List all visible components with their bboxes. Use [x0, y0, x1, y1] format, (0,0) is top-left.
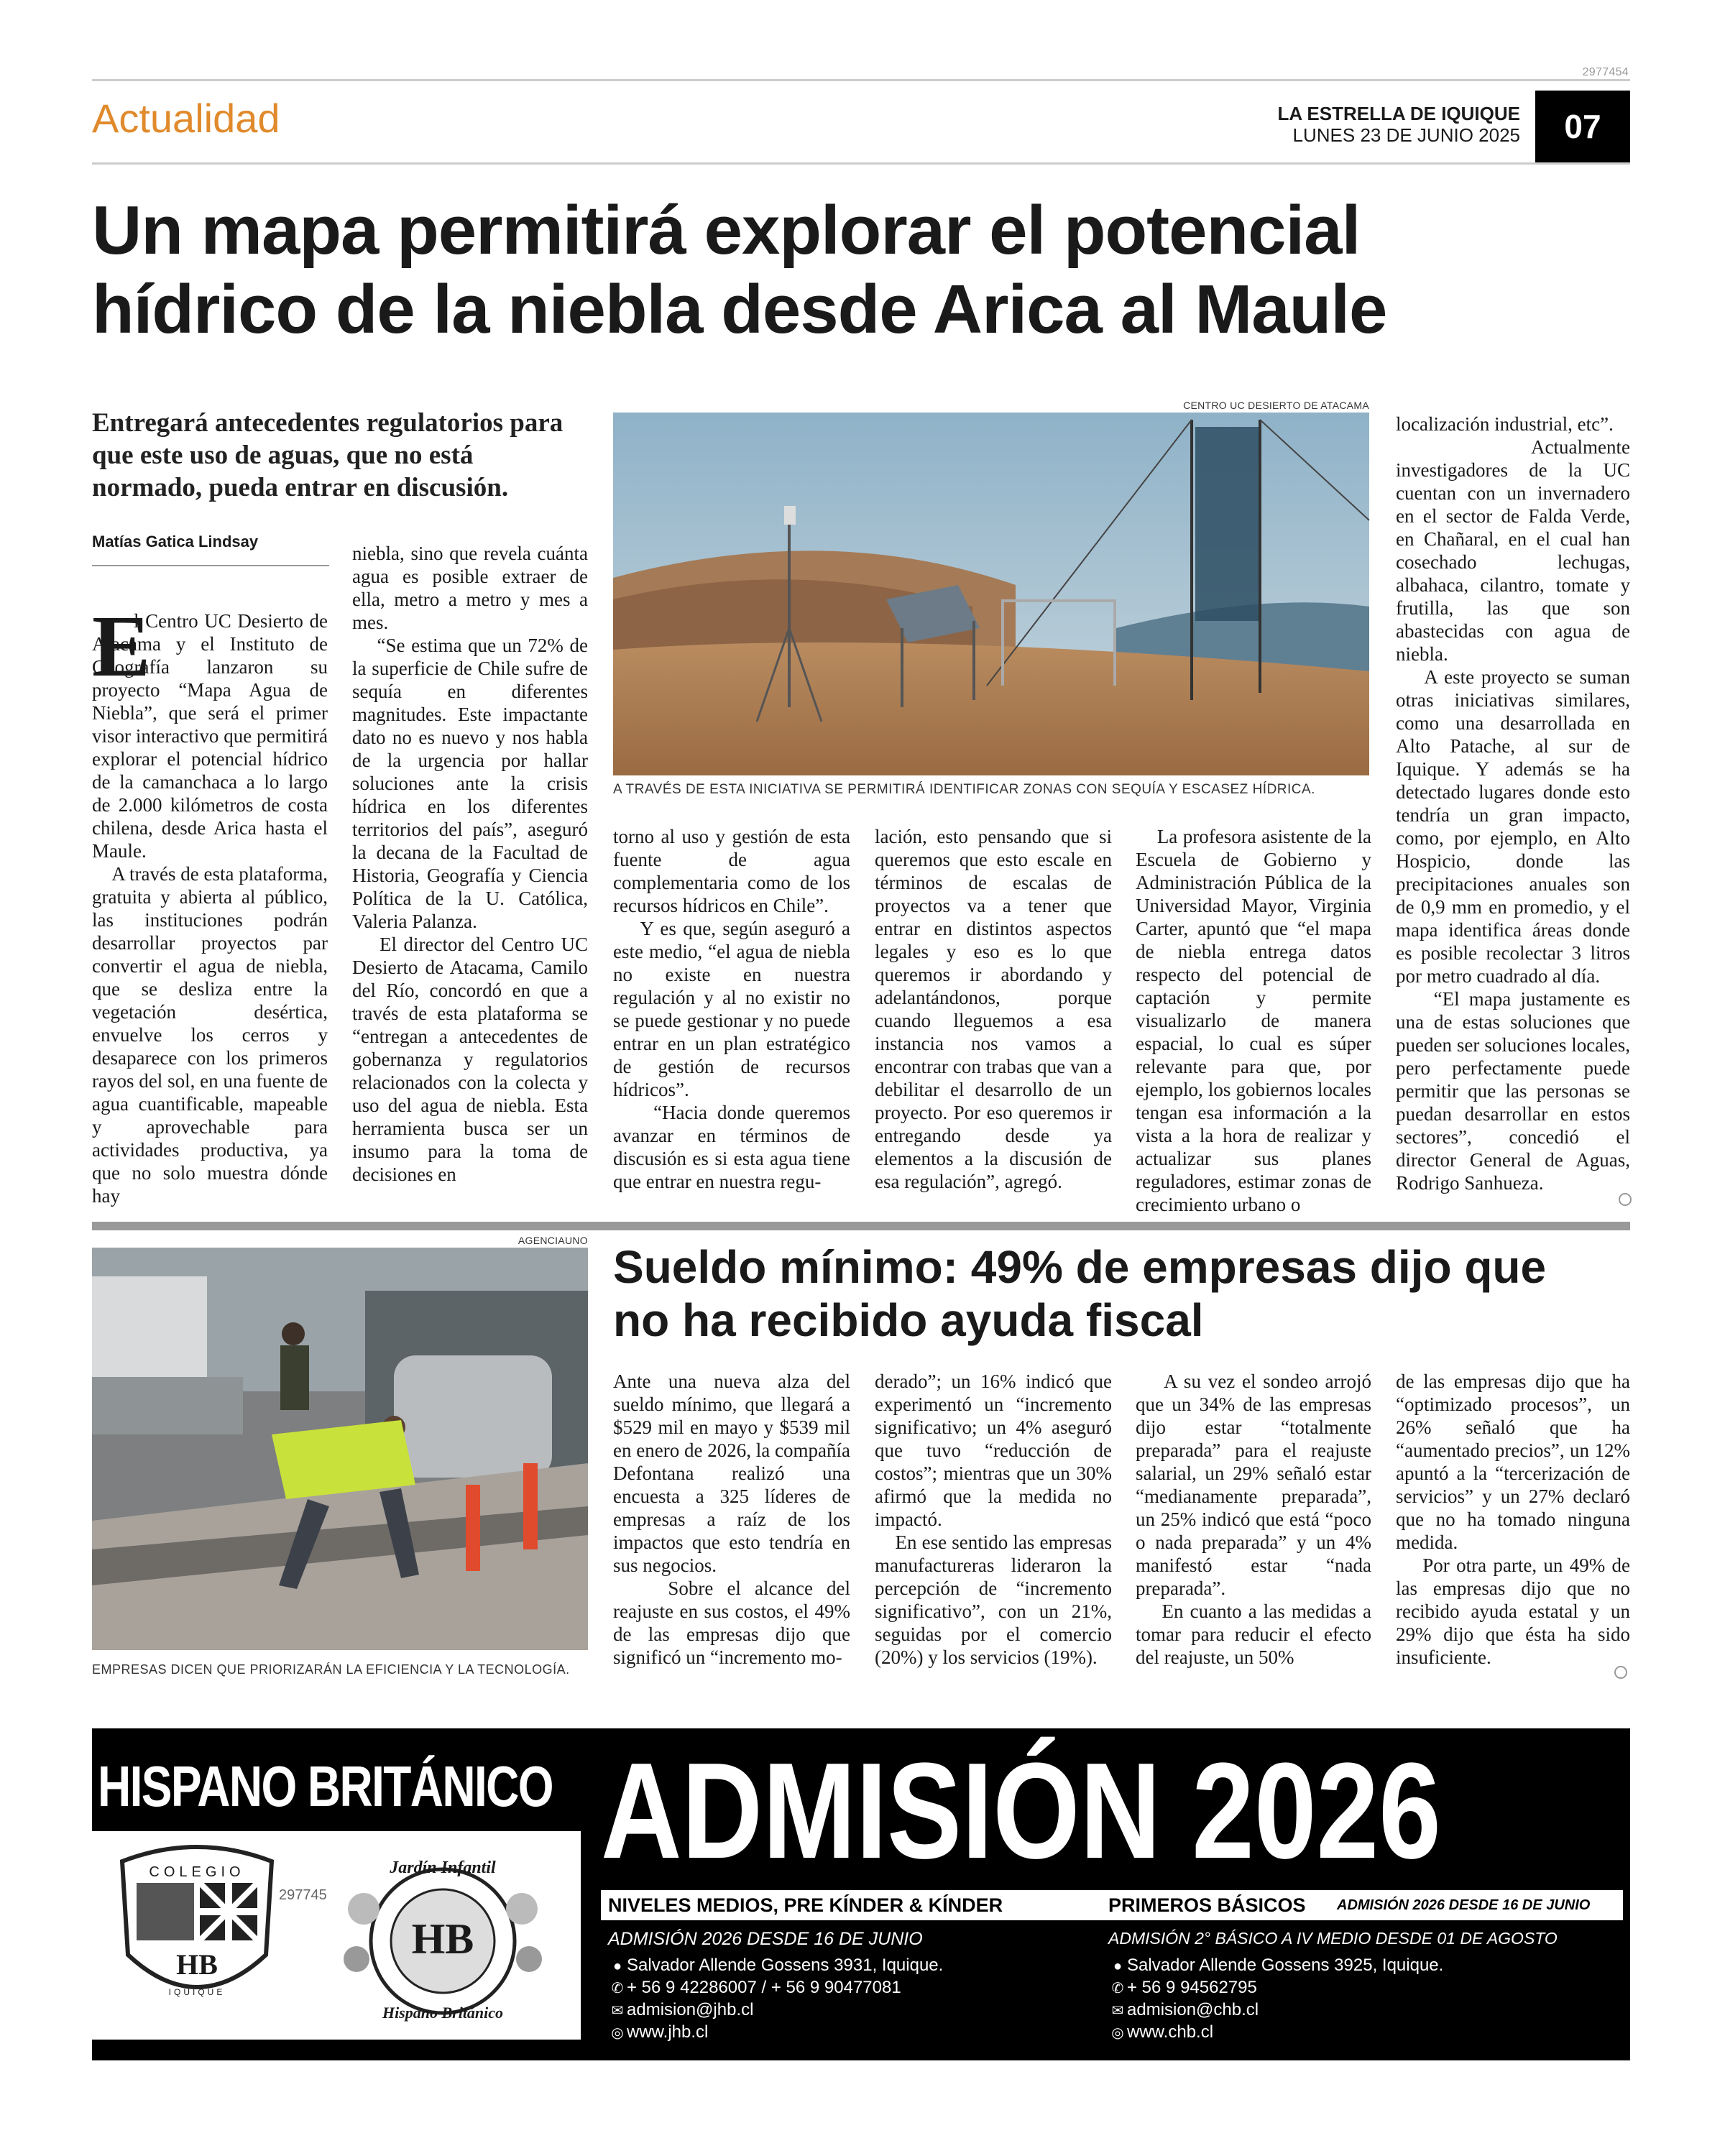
article1-author: Matías Gatica Lindsay [92, 533, 259, 550]
ad-right-subheading: ADMISIÓN 2° BÁSICO A IV MEDIO DESDE 01 DE AGOSTO [1108, 1929, 1558, 1948]
photo1-caption: A TRAVÉS DE ESTA INICIATIVA SE PERMITIRÁ IDENTIFICAR ZONAS CON SEQUÍA Y ESCASEZ HÍDRICA. [613, 782, 1315, 797]
construction-worker-photo [92, 1248, 588, 1650]
photo2-credit: AGENCIAUNO [518, 1235, 588, 1246]
ad-right-address-row [1108, 1955, 1443, 1977]
ad-right-email[interactable]: admision@chb.cl [1127, 2000, 1259, 2019]
article1-column-4: lación, esto pensando que si queremos que esto escale en términos de escalas de proyectos va a tener que entrar en distintos aspectos legales y eso es lo que queremos ir abordando y adelantándonos, porque cuando lleguemos a esa instancia nos vamos a encontrar con trabas que van a debilitar el desarrollo de un proyecto. Por eso queremos ir entregando desde ya elementos a la discusión de esa regulación”, agregó. [875, 826, 1117, 1192]
newspaper-name: LA ESTRELLA DE IQUIQUE [1277, 103, 1520, 124]
ad-left-phone: + 56 9 42286007 / + 56 9 90477081 [627, 1978, 901, 1997]
section-label: Actualidad [92, 96, 280, 141]
article2-column-4: de las empresas dijo que ha “optimizado procesos”, un 26% señaló que ha “aumentado precios”, un 12% apuntó a la “tercerización de servicios” y un 27% declaró que no ha tomado ninguna medida. Por otra parte, un 49% de las empresas dijo que no recibido ayuda estatal y un 29% dijo que ésta ha sido insuficiente. [1396, 1370, 1631, 1668]
ad-code: 297745 [279, 1887, 327, 1903]
phone-icon: ✆ [1111, 1981, 1124, 1996]
email-icon: ✉ [1111, 2003, 1124, 2019]
globe-icon: ◎ [1111, 2025, 1124, 2041]
email-icon: ✉ [611, 2003, 624, 2019]
ad-left-email[interactable]: admision@jhb.cl [627, 2000, 754, 2019]
author-rule [92, 565, 329, 566]
jardin-bottom-text: Hispano Británico [382, 2004, 504, 2022]
location-pin-icon: ● [1113, 1958, 1123, 1974]
article2-headline-line1: Sueldo mínimo: 49% de empresas dijo que [613, 1241, 1547, 1293]
issue-date: LUNES 23 DE JUNIO 2025 [1292, 124, 1520, 146]
article1-headline [92, 191, 1630, 349]
jardin-mid-text: HB [411, 1915, 474, 1963]
ad-left-address: Salvador Allende Gossens 3931, Iquique. [627, 1955, 944, 1975]
location-pin-icon: ● [612, 1958, 622, 1974]
article2-headline-line2: no ha recibido ayuda fiscal [613, 1294, 1204, 1346]
dropcap: E [92, 598, 151, 695]
ad-right-phone-row [1108, 1977, 1443, 1999]
ad-right-email-row [1108, 1999, 1443, 2022]
header-bottom-rule [92, 162, 1630, 165]
ad-left-address-row [608, 1955, 943, 1977]
globe-icon: ◎ [611, 2025, 624, 2041]
fog-collector-photo [613, 413, 1369, 775]
ad-right-contact [1108, 1955, 1443, 2044]
ad-right-phone: + 56 9 94562795 [1127, 1978, 1257, 1997]
article1-column-5: La profesora asistente de la Escuela de Gobierno y Administración Pública de la Universidad Mayor, Virginia Carter, apuntó que “el mapa de niebla entrega datos respecto del potencial de captación y permite visualizarlo de manera espacial, lo cual es súper relevante para que, por ejemplo, los gobiernos locales tengan esa información a la vista a la hora de realizar y actualizar sus planes reguladores, estimar zonas de crecimiento urbano o [1136, 826, 1376, 1215]
article2-column-3: A su vez el sondeo arrojó que un 34% de las empresas dijo estar “totalmente preparada” para el reajuste salarial, un 29% señaló estar “medianamente preparada”, un 25% indicó que está “poco o nada preparada” y un 4% manifestó estar “nada preparada”. En cuanto a las medidas a tomar para reducir el efecto del reajuste, un 50% [1136, 1370, 1372, 1668]
ad-right-heading-note: ADMISIÓN 2026 DESDE 16 DE JUNIO [1337, 1897, 1591, 1913]
ad-title: ADMISIÓN 2026 [601, 1735, 1441, 1887]
ad-left-subheading: ADMISIÓN 2026 DESDE 16 DE JUNIO [608, 1929, 923, 1949]
article1-headline-line1: Un mapa permitirá explorar el potencial [92, 192, 1361, 269]
ad-left-phone-row [608, 1977, 943, 1999]
article1-headline-line2: hídrico de la niebla desde Arica al Maule [92, 271, 1387, 348]
colegio-badge-bottom: IQUIQUE [168, 1987, 226, 1997]
phone-icon: ✆ [611, 1981, 624, 1996]
ad-left-heading: NIVELES MEDIOS, PRE KÍNDER & KÍNDER [608, 1894, 1003, 1916]
colegio-crest [108, 1840, 286, 2019]
page-number: 07 [1535, 91, 1630, 162]
ad-left-contact [608, 1955, 943, 2044]
colegio-badge-mid: HB [176, 1948, 218, 1981]
article1-column-3: torno al uso y gestión de esta fuente de agua complementaria como de los recursos hídricos en Chile”. Y es que, según aseguró a este medio, “el agua de niebla no existe en nuestra regulación y al no existir no se puede gestionar y no puede entrar en un plan estratégico de gestión de recursos hídricos”. “Hacia donde queremos avanzar en términos de discusión es si esta agua tiene que entrar en nuestra regu- [613, 826, 851, 1192]
article1-lead: Entregará antecedentes regulatorios para que este uso de aguas, que no está normado, pueda entrar en discusión. [92, 408, 564, 502]
article2-column-1: Ante una nueva alza del sueldo mínimo, que llegará a $529 mil en mayo y $539 mil en enero de 2026, la compañía Defontana realizó una encuesta a 325 líderes de empresas a raíz de los impactos que esto tendría en sus negocios. Sobre el alcance del reajuste en sus costos, el 49% de las empresas dijo que significó un “incremento mo- [613, 1370, 851, 1668]
ad-left-web-row [608, 2022, 943, 2044]
ad-right-web[interactable]: www.chb.cl [1127, 2022, 1214, 2042]
fog-collector-illustration [613, 413, 1369, 775]
header-top-rule [92, 79, 1630, 81]
article2-headline [613, 1240, 1630, 1347]
jardin-top-text: Jardín Infantil [390, 1858, 496, 1877]
jardin-logo [328, 1844, 558, 2031]
ad-left-email-row [608, 1999, 943, 2022]
ad-school-name: HISPANO BRITÁNICO [98, 1754, 553, 1818]
ad-right-heading: PRIMEROS BÁSICOS [1108, 1894, 1306, 1916]
page-code: 2977454 [1582, 66, 1629, 78]
construction-illustration [92, 1248, 588, 1650]
ad-right-web-row [1108, 2022, 1443, 2044]
article1-end-mark [1619, 1193, 1632, 1206]
photo2-caption: EMPRESAS DICEN QUE PRIORIZARÁN LA EFICIENCIA Y LA TECNOLOGÍA. [92, 1662, 570, 1677]
article2-end-mark [1614, 1666, 1627, 1679]
photo1-credit: CENTRO UC DESIERTO DE ATACAMA [1183, 400, 1369, 411]
colegio-badge-top: COLEGIO [149, 1864, 245, 1880]
article1-column-6: localización industrial, etc”. Actualmente investigadores de la UC cuentan con un invernadero en el sector de Falda Verde, en Chañaral, en el cual han cosechado lechugas, albahaca, cilantro, tomate y frutilla, las que son abastecidas con agua de niebla. A este proyecto se suman otras iniciativas similares, como una desarrollada en Alto Patache, al sur de Iquique. Y además se ha detectado lugares donde esto tendría un gran impacto, como, por ejemplo, en Alto Hospicio, donde las precipitaciones anuales son de 0,9 mm en promedio, y el mapa identifica áreas donde es posible recolectar 3 litros por metro cuadrado al día. “El mapa justamente es una de estas soluciones que pueden ser soluciones locales, pero perfectamente puede permitir que las personas se puedan desarrollar en estos sectores”, concedió el director General de Aguas, Rodrigo Sanhueza. [1396, 413, 1630, 1194]
ad-right-address: Salvador Allende Gossens 3925, Iquique. [1127, 1955, 1444, 1975]
article1-column-2: niebla, sino que revela cuánta agua es posible extraer de ella, metro a metro y mes a mes. “Se estima que un 72% de la superficie de Chile sufre de sequía en diferentes magnitudes. Este impactante dato no es nuevo y nos habla de la urgencia por hallar soluciones ante la crisis hídrica en los diferentes territorios del país”, aseguró la decana de la Facultad de Historia, Geografía y Ciencia Política de la U. Católica, Valeria Palanza. El director del Centro UC Desierto de Atacama, Camilo del Río, concordó en que a través de esta plataforma se “entregan a antecedentes de gobernanza y regulatorios relacionados con la colecta y uso del agua de niebla. Esta herramienta busca ser un insumo para la toma de decisiones en [352, 543, 588, 1185]
article1-column-1: l Centro UC Desierto de Atacama y el Instituto de Geografía lanzaron su proyecto “Mapa Agua de Niebla”, que será el primer visor interactivo que permitirá explorar el potencial hídrico de la camanchaca a lo largo de 2.000 kilómetros de costa chilena, desde Arica hasta el Maule. A través de esta plataforma, gratuita y abierta al público, las instituciones podrán desarrollar proyectos par convertir el agua de niebla, que se desliza entre la vegetación desértica, envuelve los cerros y desaparece con los primeros rayos del sol, en una fuente de agua cuantificable, mapeable y aprovechable para actividades productiva, ya que no solo muestra dónde hay [92, 610, 328, 1207]
article2-column-2: derado”; un 16% indicó que experimentó un “incremento significativo; un 4% aseguró que tuvo “reducción de costos”; mientras que un 30% afirmó que la medida no impactó. En ese sentido las empresas manufactureras lideraron la percepción de “incremento significativo”, con un 21%, seguidas por el comercio (20%) y los servicios (19%). [875, 1370, 1112, 1668]
ad-left-web[interactable]: www.jhb.cl [627, 2022, 709, 2042]
section-divider [92, 1222, 1630, 1230]
